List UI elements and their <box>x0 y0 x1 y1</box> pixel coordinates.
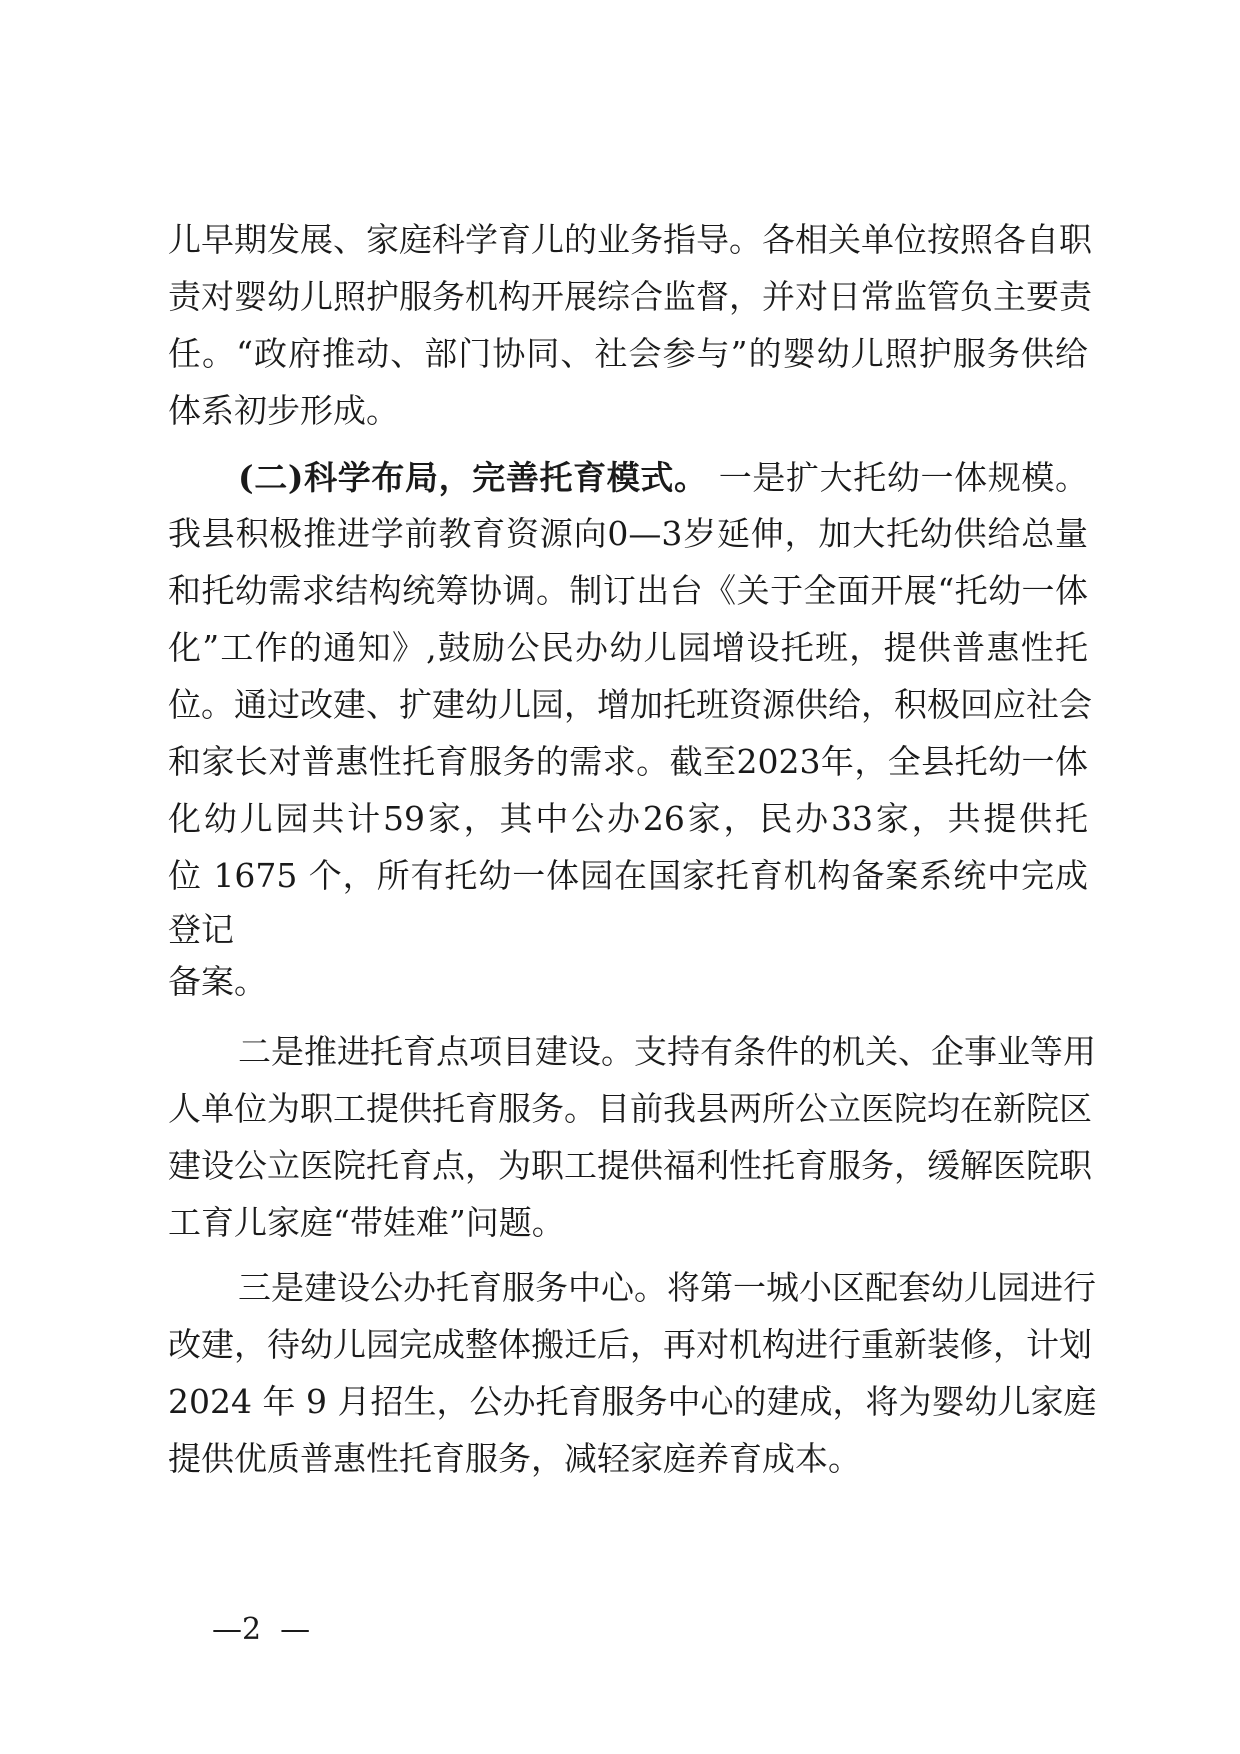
section-heading: (二)科学布局，完善托育模式。 <box>238 458 708 497</box>
paragraph-3-line-1: 二是推进托育点项目建设。支持有条件的机关、企事业等用 <box>238 1032 1096 1071</box>
paragraph-2-line-4: 化”工作的通知》,鼓励公民办幼儿园增设托班，提供普惠性托 <box>168 628 1088 667</box>
paragraph-2-intro: 一是扩大托幼一体规模。 <box>707 458 1088 497</box>
paragraph-3-line-2: 人单位为职工提供托育服务。目前我县两所公立医院均在新院区 <box>168 1089 1092 1128</box>
paragraph-2-line-3: 和托幼需求结构统筹协调。制订出台《关于全面开展“托幼一体 <box>168 571 1088 610</box>
paragraph-1-line-3: 任。“政府推动、部门协同、社会参与”的婴幼儿照护服务供给 <box>168 334 1088 373</box>
paragraph-2-line-6: 和家长对普惠性托育服务的需求。截至2023年，全县托幼一体 <box>168 742 1088 781</box>
paragraph-2-line-2: 我县积极推进学前教育资源向0—3岁延伸，加大托幼供给总量 <box>168 514 1088 553</box>
paragraph-2-line-9: 登记 <box>168 910 234 949</box>
paragraph-4-line-3: 2024 年 9 月招生，公办托育服务中心的建成，将为婴幼儿家庭 <box>168 1382 1097 1421</box>
paragraph-3-line-4: 工育儿家庭“带娃难”问题。 <box>168 1203 565 1242</box>
page-number: —2 — <box>212 1612 311 1647</box>
paragraph-3-line-3: 建设公立医院托育点，为职工提供福利性托育服务，缓解医院职 <box>168 1146 1092 1185</box>
paragraph-4-line-1: 三是建设公办托育服务中心。将第一城小区配套幼儿园进行 <box>238 1268 1096 1307</box>
paragraph-2-line-8: 位 1675 个，所有托幼一体园在国家托育机构备案系统中完成 <box>168 856 1088 895</box>
paragraph-1-line-1: 儿早期发展、家庭科学育儿的业务指导。各相关单位按照各自职 <box>168 220 1092 259</box>
paragraph-4-line-2: 改建，待幼儿园完成整体搬迁后，再对机构进行重新装修，计划 <box>168 1325 1092 1364</box>
paragraph-2-line-5: 位。通过改建、扩建幼儿园，增加托班资源供给，积极回应社会 <box>168 685 1092 724</box>
paragraph-2-line-10: 备案。 <box>168 962 267 1001</box>
paragraph-1-line-2: 责对婴幼儿照护服务机构开展综合监督，并对日常监管负主要责 <box>168 277 1092 316</box>
paragraph-4-line-4: 提供优质普惠性托育服务，减轻家庭养育成本。 <box>168 1439 861 1478</box>
paragraph-1-line-4: 体系初步形成。 <box>168 391 399 430</box>
paragraph-2-line-7: 化幼儿园共计59家，其中公办26家，民办33家，共提供托 <box>168 799 1088 838</box>
paragraph-2-line-1 <box>238 450 1088 506</box>
